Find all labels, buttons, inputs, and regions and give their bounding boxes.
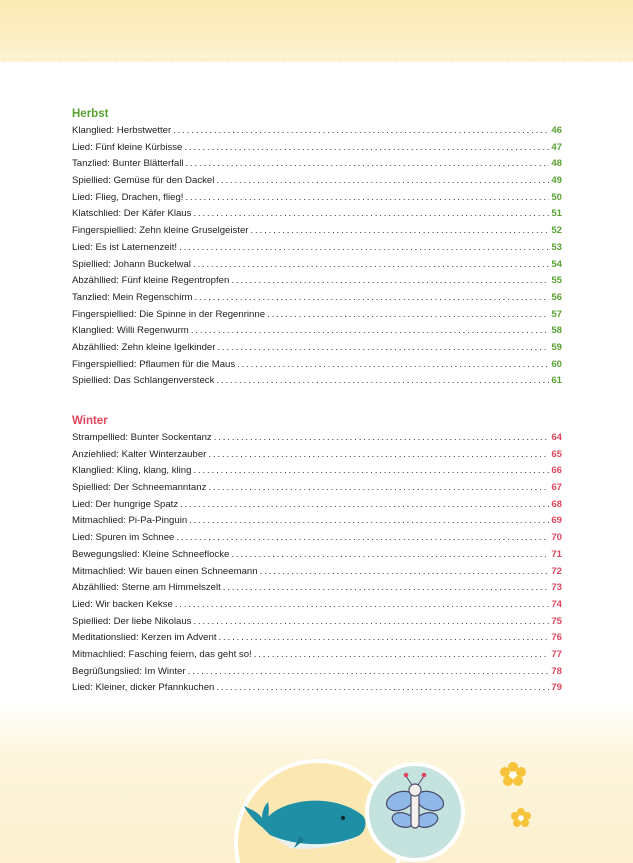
- toc-entry-title: Klanglied: Herbstwetter: [72, 125, 172, 136]
- toc-entry-page: 66: [551, 465, 562, 477]
- toc-entry[interactable]: [72, 206, 562, 223]
- toc-entry[interactable]: [72, 223, 562, 240]
- toc-entry-title: Bewegungslied: Kleine Schneeflocke: [72, 548, 230, 560]
- toc-entry[interactable]: [72, 580, 562, 597]
- leader-dots: [231, 547, 549, 564]
- section-title: Winter: [72, 415, 108, 427]
- toc-entry[interactable]: [72, 240, 562, 257]
- toc-entry[interactable]: [72, 357, 562, 374]
- toc-entry-title: Abzähllied: Sterne am Himmelszelt: [72, 582, 221, 594]
- toc-entry[interactable]: [72, 513, 562, 530]
- toc-entry-title: Fingerspiellied: Die Spinne in der Regenrinne: [72, 308, 266, 320]
- toc-entry-title: Spiellied: Der Schneemanntanz: [72, 482, 207, 494]
- leader-dots: [184, 140, 549, 157]
- leader-dots: [185, 190, 549, 207]
- toc-entry-page: 49: [551, 175, 562, 187]
- toc-entry-page: 64: [551, 432, 562, 443]
- leader-dots: [237, 357, 549, 374]
- toc-entry-title: Klanglied: Willi Regenwurm: [72, 325, 189, 337]
- toc-entry-title: Anziehlied: Kalter Winterzauber: [72, 448, 207, 460]
- toc-entry[interactable]: [72, 463, 562, 480]
- leader-dots: [219, 630, 550, 647]
- toc-entry-page: 50: [551, 191, 562, 203]
- bottom-watercolor-wash: [0, 700, 633, 863]
- toc-entry-title: Tanzlied: Bunter Blätterfall: [72, 158, 184, 170]
- toc-entry-page: 78: [551, 665, 562, 677]
- leader-dots: [175, 597, 550, 614]
- toc-entry-title: Tanzlied: Mein Regenschirm: [72, 291, 193, 303]
- toc-entry-title: Fingerspiellied: Zehn kleine Gruselgeister: [72, 225, 249, 237]
- toc-entry-page: 55: [551, 275, 562, 287]
- toc-entry[interactable]: [72, 680, 562, 697]
- leader-dots: [191, 323, 550, 340]
- toc-entry[interactable]: [72, 447, 562, 464]
- toc-entry-page: 65: [551, 448, 562, 460]
- toc-entry-page: 56: [551, 291, 562, 303]
- toc-entry-page: 59: [551, 341, 562, 353]
- toc-entry-page: 76: [551, 632, 562, 644]
- toc-entry[interactable]: [72, 630, 562, 647]
- toc-entry-page: 51: [551, 208, 562, 220]
- leader-dots: [208, 447, 549, 464]
- top-decorative-band: [0, 0, 633, 62]
- leader-dots: [216, 680, 549, 697]
- leader-dots: [214, 430, 550, 447]
- leader-dots: [216, 373, 549, 390]
- leader-dots: [193, 257, 549, 274]
- toc-entry-title: Lied: Der hungrige Spatz: [72, 498, 179, 510]
- toc-entry-title: Lied: Fünf kleine Kürbisse: [72, 141, 183, 153]
- toc-entry-page: 61: [551, 375, 562, 387]
- leader-dots: [188, 664, 550, 681]
- leader-dots: [208, 480, 549, 497]
- toc-entry-page: 57: [551, 308, 562, 320]
- toc-entry-title: Abzähllied: Zehn kleine Igelkinder: [72, 341, 216, 353]
- leader-dots: [267, 307, 549, 324]
- toc-entry-title: Lied: Flieg, Drachen, flieg!: [72, 191, 184, 203]
- toc-entry[interactable]: [72, 530, 562, 547]
- toc-entry-title: Meditationslied: Kerzen im Advent: [72, 632, 217, 644]
- toc-entry[interactable]: [72, 340, 562, 357]
- toc-entry[interactable]: [72, 156, 562, 173]
- leader-dots: [193, 206, 549, 223]
- toc-entry[interactable]: [72, 373, 562, 390]
- toc-entry[interactable]: [72, 290, 562, 307]
- toc-entry-page: 77: [551, 648, 562, 660]
- toc-entry-title: Strampellied: Bunter Sockentanz: [72, 432, 212, 443]
- leader-dots: [260, 564, 550, 581]
- toc-entry-page: 71: [551, 548, 562, 560]
- toc-entry[interactable]: [72, 614, 562, 631]
- toc-entry[interactable]: [72, 647, 562, 664]
- toc-entry-title: Mitmachlied: Wir bauen einen Schneemann: [72, 565, 258, 577]
- leader-dots: [173, 123, 549, 140]
- leader-dots: [223, 580, 550, 597]
- toc-entry-page: 48: [551, 158, 562, 170]
- toc-entry-page: 79: [551, 682, 562, 694]
- leader-dots: [217, 340, 549, 357]
- toc-entry[interactable]: [72, 190, 562, 207]
- toc-entry-title: Lied: Kleiner, dicker Pfannkuchen: [72, 682, 215, 694]
- leader-dots: [185, 156, 549, 173]
- toc-entry-title: Abzähllied: Fünf kleine Regentropfen: [72, 275, 230, 287]
- leader-dots: [193, 463, 549, 480]
- toc-entry[interactable]: [72, 173, 562, 190]
- toc-entry-page: 74: [551, 598, 562, 610]
- toc-entry-page: 46: [551, 125, 562, 136]
- toc-entry-page: 54: [551, 258, 562, 270]
- toc-entry[interactable]: [72, 480, 562, 497]
- toc-entry-title: Lied: Es ist Laternenzeit!: [72, 241, 178, 253]
- toc-entry[interactable]: [72, 323, 562, 340]
- toc-entry[interactable]: [72, 273, 562, 290]
- leader-dots: [195, 290, 550, 307]
- leader-dots: [180, 497, 549, 514]
- leader-dots: [176, 530, 549, 547]
- leader-dots: [179, 240, 549, 257]
- toc-entry-title: Mitmachlied: Fasching feiern, das geht so!: [72, 648, 252, 660]
- toc-entry-page: 58: [551, 325, 562, 337]
- toc-entry-page: 47: [551, 141, 562, 153]
- top-band-scalloped-edge: [0, 58, 633, 66]
- toc-entry[interactable]: [72, 140, 562, 157]
- leader-dots: [231, 273, 549, 290]
- toc-entry[interactable]: [72, 597, 562, 614]
- toc-entry-title: Spiellied: Gemüse für den Dackel: [72, 175, 215, 187]
- toc-entry-title: Spiellied: Johann Buckelwal: [72, 258, 191, 270]
- leader-dots: [216, 173, 549, 190]
- toc-entry-title: Begrüßungslied: Im Winter: [72, 665, 186, 677]
- toc-entry-page: 72: [551, 565, 562, 577]
- toc-entry-page: 60: [551, 358, 562, 370]
- toc-entry-title: Lied: Spuren im Schnee: [72, 532, 175, 544]
- section-title: Herbst: [72, 108, 109, 120]
- toc-entry-title: Fingerspiellied: Pflaumen für die Maus: [72, 358, 236, 370]
- toc-entry-page: 73: [551, 582, 562, 594]
- toc-entry-title: Lied: Wir backen Kekse: [72, 598, 173, 610]
- toc-entry[interactable]: [72, 497, 562, 514]
- toc-entry-page: 69: [551, 515, 562, 527]
- toc-entry-title: Klatschlied: Der Käfer Klaus: [72, 208, 192, 220]
- table-of-contents: [72, 105, 562, 697]
- toc-entry[interactable]: [72, 123, 562, 140]
- toc-entry[interactable]: [72, 564, 562, 581]
- toc-entry-page: 75: [551, 615, 562, 627]
- toc-entry-page: 67: [551, 482, 562, 494]
- toc-entry[interactable]: [72, 257, 562, 274]
- toc-entry-title: Mitmachlied: Pi-Pa-Pinguin: [72, 515, 188, 527]
- leader-dots: [189, 513, 549, 530]
- toc-entry-title: Klanglied: Kling, klang, kling: [72, 465, 192, 477]
- leader-dots: [254, 647, 550, 664]
- toc-entry-title: Spiellied: Das Schlangenversteck: [72, 375, 215, 387]
- toc-entry-page: 53: [551, 241, 562, 253]
- toc-entry-page: 70: [551, 532, 562, 544]
- leader-dots: [251, 223, 550, 240]
- section-gap: [72, 390, 562, 412]
- leader-dots: [193, 614, 549, 631]
- toc-entry-page: 52: [551, 225, 562, 237]
- toc-entry[interactable]: [72, 664, 562, 681]
- toc-entry[interactable]: [72, 307, 562, 324]
- toc-entry-title: Spiellied: Der liebe Nikolaus: [72, 615, 192, 627]
- toc-entry-page: 68: [551, 498, 562, 510]
- toc-entry[interactable]: [72, 547, 562, 564]
- toc-entry[interactable]: [72, 430, 562, 447]
